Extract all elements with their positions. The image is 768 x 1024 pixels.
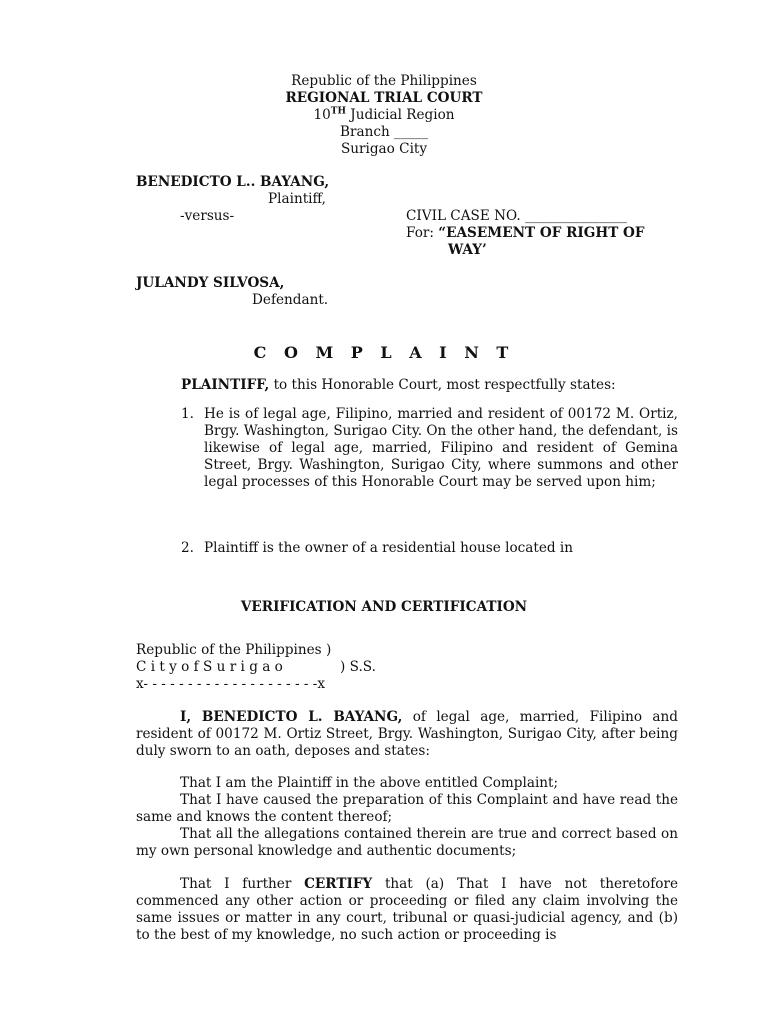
for-label: For: <box>406 225 439 241</box>
header-city: Surigao City <box>340 141 428 157</box>
venue-city: C i t y o f S u r i g a o <box>136 659 283 675</box>
header-court: REGIONAL TRIAL COURT <box>285 90 483 106</box>
plaintiff-role: Plaintiff, <box>268 191 327 207</box>
defendant-role: Defendant. <box>252 292 329 308</box>
certify-pre: That I further <box>180 876 305 892</box>
certify-word: CERTIFY <box>304 876 373 892</box>
venue-republic: Republic of the Philippines ) <box>136 642 332 658</box>
case-nature-line2: WAY’ <box>448 242 487 258</box>
complaint-title: C O M P L A I N T <box>253 343 515 362</box>
verification-title: VERIFICATION AND CERTIFICATION <box>240 599 528 615</box>
certification-paragraph <box>136 876 678 944</box>
court-header <box>0 73 768 158</box>
plaintiff-name: BENEDICTO L.. BAYANG, <box>136 174 330 190</box>
verification-p1: That I am the Plaintiff in the above entitled Complaint; <box>180 775 559 791</box>
affiant-paragraph <box>136 709 678 760</box>
item-2-text: Plaintiff is the owner of a residential house located in <box>204 540 573 556</box>
venue-ss: ) S.S. <box>340 659 376 675</box>
affiant-text: of legal age, married, Filipino and resident of 00172 M. Ortiz Street, Brgy. Washington, Surigao City, after being duly sworn to an oath, deposes and states: <box>136 709 678 759</box>
case-nature <box>406 225 645 242</box>
region-label: Judicial Region <box>345 107 455 123</box>
certify-text: that (a) That I have not theretofore commenced any other action or proceeding or filed any claim involving the same issues or matter in any court, tribunal or quasi-judicial agency, and (b) to the best of my knowledge, no such action or proceeding is <box>136 876 678 943</box>
item-1-text: He is of legal age, Filipino, married and resident of 00172 M. Ortiz, Brgy. Washington, Surigao City. On the other hand, the defendant, is likewise of legal age, married, Filipino and resident of Gemina Street, Brgy. Washington, Surigao City, where summons and other legal processes of this Honorable Court may be served upon him; <box>204 406 678 490</box>
region-ordinal: TH <box>330 106 346 117</box>
complaint-intro <box>181 377 616 394</box>
header-republic: Republic of the Philippines <box>291 73 477 89</box>
defendant-name: JULANDY SILVOSA, <box>136 275 285 291</box>
header-region <box>0 107 768 124</box>
case-nature-line1: “EASEMENT OF RIGHT OF <box>438 225 645 241</box>
header-branch: Branch _____ <box>339 124 429 140</box>
verification-p2: That I have caused the preparation of this Complaint and have read the same and knows the content thereof; <box>136 792 678 825</box>
item-1-number: 1. <box>181 406 194 422</box>
intro-plaintiff: PLAINTIFF, <box>181 377 270 393</box>
affiant-name: I, BENEDICTO L. BAYANG, <box>180 709 403 725</box>
item-2-number: 2. <box>181 540 194 556</box>
venue-divider: x- - - - - - - - - - - - - - - - - - - -x <box>136 676 326 692</box>
region-number: 10 <box>313 107 331 123</box>
versus-label: -versus- <box>180 208 235 224</box>
verification-p3: That all the allegations contained therein are true and correct based on my own personal knowledge and authentic documents; <box>136 826 678 859</box>
intro-text: to this Honorable Court, most respectfully states: <box>269 377 616 393</box>
civil-case-number: CIVIL CASE NO. _______________ <box>406 208 627 224</box>
